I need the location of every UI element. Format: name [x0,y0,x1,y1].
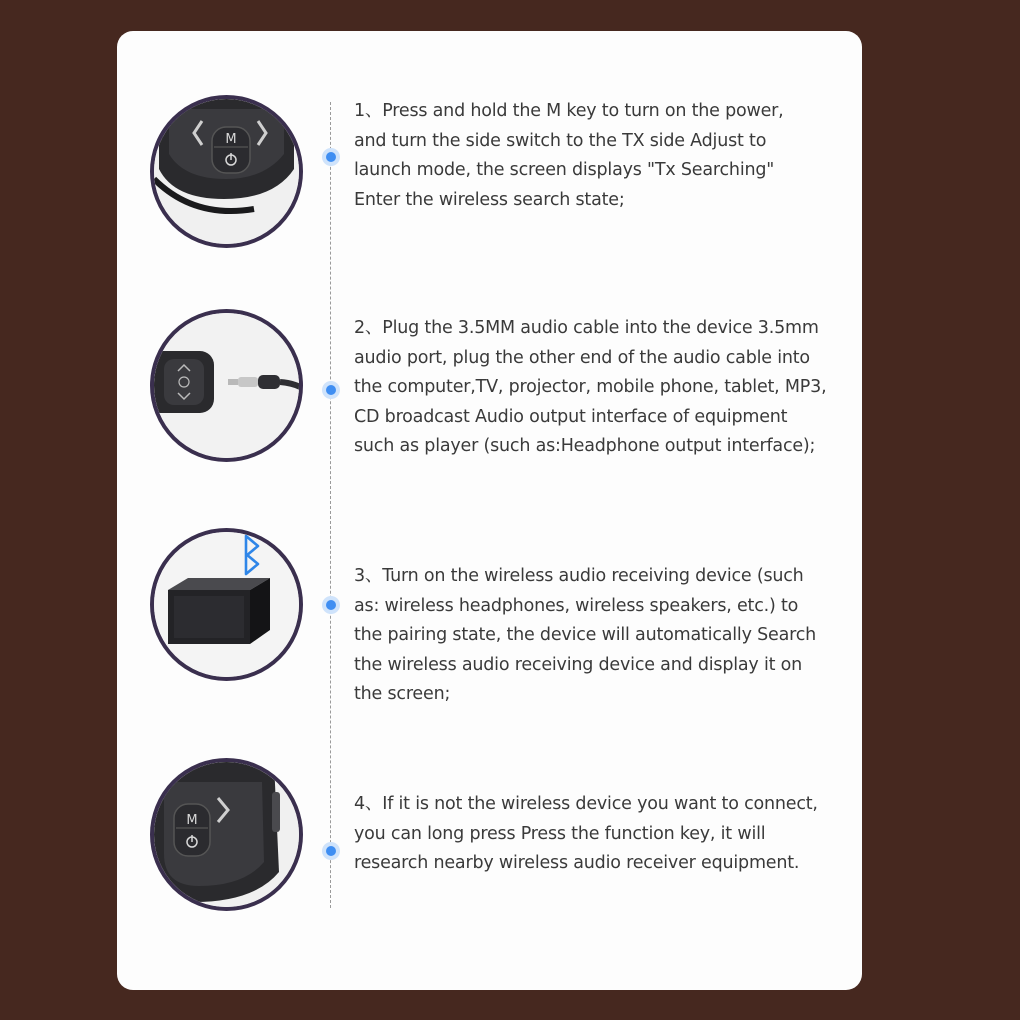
timeline-line [330,102,331,908]
step-3-image [150,528,303,681]
step-4-text [354,790,854,879]
step-1-image [150,95,303,248]
step-2-image [150,309,303,462]
step-1-line: Enter the wireless search state; [354,189,625,210]
audio-cable-illustration [154,313,299,458]
step-2-line: audio port, plug the other end of the audio cable into [354,347,810,368]
step-3-line: the pairing state, the device will automatically Search [354,625,817,646]
function-key-illustration [154,762,299,907]
step-4-marker [322,842,340,860]
step-2-line: such as player (such as:Headphone output interface); [354,436,816,457]
step-3-line: 3、Turn on the wireless audio receiving device (such [354,566,804,586]
step-1-line: 1、Press and hold the M key to turn on the power, [354,101,784,121]
step-3-line: the wireless audio receiving device and display it on [354,654,803,675]
step-2-text [354,314,854,462]
m-key-label: M [225,132,237,147]
step-1-text [354,97,854,215]
step-2-line: the computer,TV, projector, mobile phone, tablet, MP3, [354,377,827,398]
step-4-line: you can long press Press the function key, it will [354,823,766,844]
step-3-line: as: wireless headphones, wireless speakers, etc.) to [354,595,799,616]
step-2-line: CD broadcast Audio output interface of equipment [354,406,788,427]
step-3-line: the screen; [354,684,451,705]
m-key-label: M [186,813,198,828]
step-4-image [150,758,303,911]
step-2-line: 2、Plug the 3.5MM audio cable into the device 3.5mm [354,318,819,338]
step-2-marker [322,381,340,399]
step-1-line: launch mode, the screen displays "Tx Searching" [354,160,775,181]
step-1-line: and turn the side switch to the TX side Adjust to [354,130,767,151]
step-3-text [354,562,854,710]
transmitter-buttons-illustration [154,99,299,244]
step-1-marker [322,148,340,166]
speaker-illustration [154,532,299,677]
step-4-line: research nearby wireless audio receiver equipment. [354,853,800,874]
step-4-line: 4、If it is not the wireless device you want to connect, [354,794,818,814]
step-3-marker [322,596,340,614]
